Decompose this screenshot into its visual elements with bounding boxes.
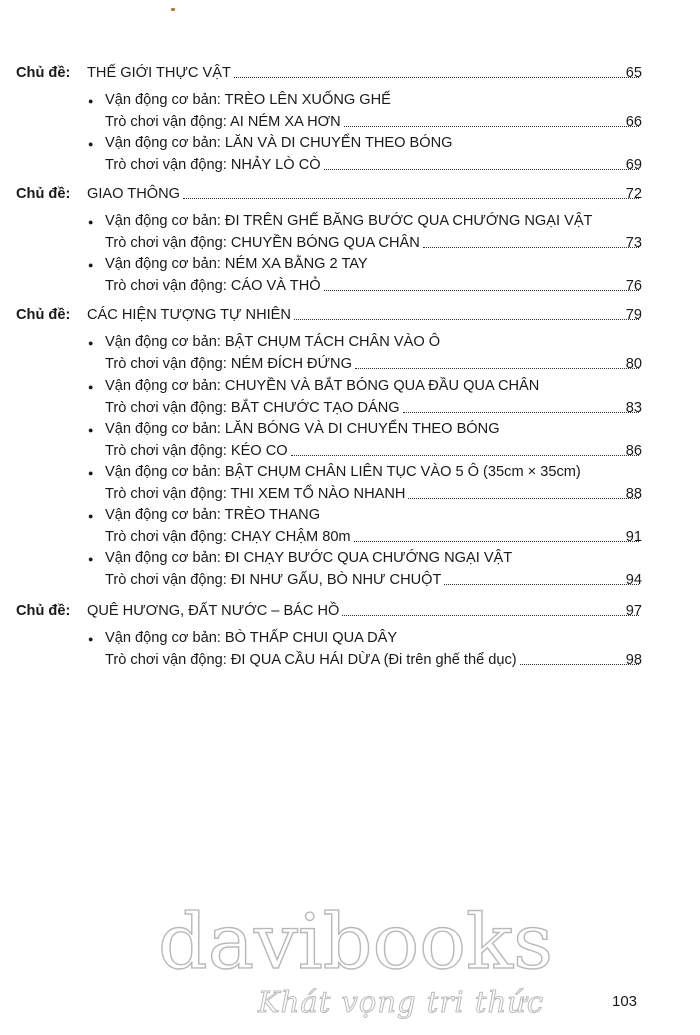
game-text: Trò chơi vận động: NÉM ĐÍCH ĐỨNG (105, 356, 352, 372)
basic-movement-text: Vận động cơ bản: BẬT CHỤM CHÂN LIÊN TỤC VÀO 5 Ô (35cm × 35cm) (105, 464, 581, 480)
dot-leader (342, 600, 639, 616)
game-row[interactable] (0, 397, 700, 419)
dot-leader (403, 397, 639, 413)
game-row[interactable] (0, 111, 700, 133)
game-text: Trò chơi vận động: ĐI QUA CẦU HÁI DỪA (Đi trên ghế thể dục) (105, 652, 517, 668)
bullet-icon: ● (88, 554, 94, 564)
game-row[interactable] (0, 353, 700, 375)
basic-movement-text: Vận động cơ bản: LĂN BÓNG VÀ DI CHUYỂN THEO BÓNG (105, 421, 500, 437)
dot-leader (344, 111, 639, 127)
topic-label: Chủ đề: (16, 65, 71, 81)
game-page: 66 (625, 114, 642, 130)
game-page: 73 (625, 235, 642, 251)
dot-leader (408, 483, 639, 499)
topic-page: 65 (625, 65, 642, 81)
dot-leader (423, 232, 639, 248)
bullet-icon: ● (88, 425, 94, 435)
game-title-leader (105, 275, 641, 297)
topic-page: 72 (625, 186, 642, 202)
game-text: Trò chơi vận động: CÁO VÀ THỎ (105, 278, 321, 294)
game-text: Trò chơi vận động: ĐI NHƯ GẤU, BÒ NHƯ CHUỘT (105, 572, 442, 588)
basic-movement-row (0, 210, 700, 232)
basic-movement-text: Vận động cơ bản: TRÈO THANG (105, 507, 321, 523)
basic-movement-row (0, 504, 700, 526)
topic-title: THẾ GIỚI THỰC VẬT (87, 65, 231, 81)
game-title-leader (105, 569, 641, 591)
basic-movement-text: Vận động cơ bản: TRÈO LÊN XUỐNG GHẾ (105, 92, 391, 108)
game-text: Trò chơi vận động: CHUYỀN BÓNG QUA CHÂN (105, 235, 420, 251)
bullet-icon: ● (88, 338, 94, 348)
dot-leader (354, 526, 639, 542)
basic-movement-text: Vận động cơ bản: BẬT CHỤM TÁCH CHÂN VÀO Ô (105, 334, 441, 350)
game-row[interactable] (0, 154, 700, 176)
bullet-icon: ● (88, 139, 94, 149)
basic-movement-text: Vận động cơ bản: LĂN VÀ DI CHUYỂN THEO BÓNG (105, 135, 453, 151)
basic-movement-text: Vận động cơ bản: ĐI TRÊN GHẾ BĂNG BƯỚC QUA CHƯỚNG NGẠI VẬT (105, 213, 593, 229)
topic-title-leader (87, 600, 641, 622)
topic-row[interactable] (0, 183, 700, 205)
bullet-icon: ● (88, 260, 94, 270)
print-speck (171, 8, 175, 11)
topic-title-leader (87, 183, 641, 205)
game-text: Trò chơi vận động: BẮT CHƯỚC TẠO DÁNG (105, 400, 400, 416)
game-text: Trò chơi vận động: KÉO CO (105, 443, 288, 459)
basic-movement-row (0, 331, 700, 353)
game-text: Trò chơi vận động: THI XEM TỔ NÀO NHANH (105, 486, 406, 502)
game-row[interactable] (0, 483, 700, 505)
game-row[interactable] (0, 649, 700, 671)
game-row[interactable] (0, 440, 700, 462)
dot-leader (324, 275, 639, 291)
basic-movement-row (0, 627, 700, 649)
topic-row[interactable] (0, 600, 700, 622)
topic-title-leader (87, 304, 641, 326)
game-row[interactable] (0, 275, 700, 297)
game-page: 91 (625, 529, 642, 545)
game-page: 69 (625, 157, 642, 173)
dot-leader (183, 183, 639, 199)
topic-title: CÁC HIỆN TƯỢNG TỰ NHIÊN (87, 307, 291, 323)
dot-leader (324, 154, 639, 170)
bullet-icon: ● (88, 382, 94, 392)
basic-movement-text: Vận động cơ bản: ĐI CHẠY BƯỚC QUA CHƯỚNG NGẠI VẬT (105, 550, 513, 566)
game-page: 94 (625, 572, 642, 588)
game-title-leader (105, 397, 641, 419)
topic-title: GIAO THÔNG (87, 186, 180, 202)
dot-leader (355, 353, 639, 369)
dot-leader (291, 440, 639, 456)
basic-movement-row (0, 461, 700, 483)
basic-movement-row (0, 89, 700, 111)
topic-page: 79 (625, 307, 642, 323)
topic-row[interactable] (0, 304, 700, 326)
bullet-icon: ● (88, 96, 94, 106)
dot-leader (234, 62, 639, 78)
game-title-leader (105, 353, 641, 375)
game-title-leader (105, 649, 641, 671)
bullet-icon: ● (88, 217, 94, 227)
basic-movement-text: Vận động cơ bản: CHUYỀN VÀ BẮT BÓNG QUA ĐẦU QUA CHÂN (105, 378, 540, 394)
bullet-icon: ● (88, 634, 94, 644)
basic-movement-row (0, 253, 700, 275)
game-title-leader (105, 526, 641, 548)
topic-row[interactable] (0, 62, 700, 84)
dot-leader (444, 569, 639, 585)
game-title-leader (105, 232, 641, 254)
game-row[interactable] (0, 526, 700, 548)
topic-label: Chủ đề: (16, 186, 71, 202)
basic-movement-text: Vận động cơ bản: NÉM XA BẰNG 2 TAY (105, 256, 368, 272)
game-text: Trò chơi vận động: AI NÉM XA HƠN (105, 114, 341, 130)
game-title-leader (105, 483, 641, 505)
game-text: Trò chơi vận động: NHẢY LÒ CÒ (105, 157, 321, 173)
game-page: 76 (625, 278, 642, 294)
game-row[interactable] (0, 232, 700, 254)
basic-movement-row (0, 547, 700, 569)
game-page: 98 (625, 652, 642, 668)
game-row[interactable] (0, 569, 700, 591)
game-title-leader (105, 154, 641, 176)
bullet-icon: ● (88, 468, 94, 478)
topic-label: Chủ đề: (16, 307, 71, 323)
bullet-icon: ● (88, 511, 94, 521)
game-title-leader (105, 111, 641, 133)
davibooks-watermark-logo (158, 898, 558, 978)
page-number: 103 (612, 993, 638, 1010)
basic-movement-row (0, 375, 700, 397)
game-page: 86 (625, 443, 642, 459)
svg-text:davibooks: davibooks (158, 898, 553, 978)
topic-title: QUÊ HƯƠNG, ĐẤT NƯỚC – BÁC HỒ (87, 603, 340, 619)
basic-movement-row (0, 418, 700, 440)
basic-movement-text: Vận động cơ bản: BÒ THẤP CHUI QUA DÂY (105, 630, 398, 646)
game-page: 83 (625, 400, 642, 416)
game-text: Trò chơi vận động: CHẠY CHẬM 80m (105, 529, 351, 545)
dot-leader (294, 304, 639, 320)
basic-movement-row (0, 132, 700, 154)
topic-label: Chủ đề: (16, 603, 71, 619)
game-page: 88 (625, 486, 642, 502)
game-page: 80 (625, 356, 642, 372)
topic-page: 97 (625, 603, 642, 619)
topic-title-leader (87, 62, 641, 84)
game-title-leader (105, 440, 641, 462)
watermark-tagline: Khát vọng tri thức (258, 985, 545, 1019)
